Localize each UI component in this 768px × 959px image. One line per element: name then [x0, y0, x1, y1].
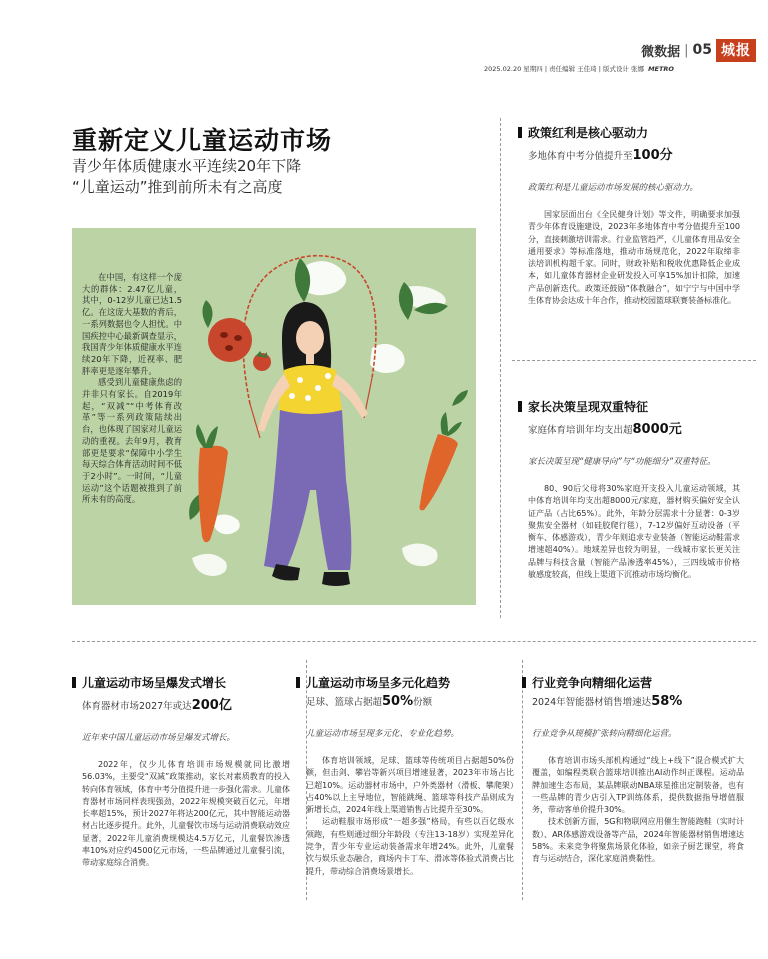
- dateline-text: 2025.02.20 星期四 | 责任编辑 王佳琦 | 版式设计 张娜: [484, 65, 645, 73]
- dateline: [484, 64, 674, 73]
- article-compete: [522, 674, 744, 866]
- article-body: 国家层面出台《全民健身计划》等文件，明确要求加强青少年体育设施建设，2023年多地体育中考分值提升至100分，直接刺激培训需求。行业监管趋严，《儿童体育用品安全通用要求》等标准落地，推动市场规范化，2022年取缔非法培训机构超千家。同时，财政补贴和税收优惠降低企业成本，如儿童体育器材企业研发投入可享15%加计扣除，加速产品创新迭代。政策还鼓励“体教融合”，如宁宁与中国中学生体育协会达成十年合作，推动校园篮球联赛装备标准化。: [528, 210, 740, 306]
- page-subtitle-2: “儿童运动”推到前所未有之高度: [72, 178, 283, 196]
- article-body: 体育培训领域，足球、篮球等传统项目占据超50%份额，但击剑、攀岩等新兴项目增速显著，2023年市场占比已超10%。运动器材市场中，户外类器材（滑板、攀爬架）占40%以上主导地位，智能跳绳、篮球等科技产品则成为新增长点，2024年线上渠道销售占比提升至30%。 运动鞋服市场形成“一超多强”格局，有些以百亿级水领跑，有些则通过细分年龄段（专注13-18岁）实现差异化竞争，青少年专业运动装备需求年增24%。此外，儿童餐饮与娱乐业态融合，商场内卡丁车、滑冰等体验式消费占比提升，带动综合消费场景增长。: [306, 756, 514, 876]
- article-subtitle: 体育器材市场2027年或达200亿: [82, 698, 232, 713]
- article-title: 行业竞争向精细化运营: [532, 676, 653, 690]
- article-lead: 儿童运动市场呈现多元化、专业化趋势。: [306, 729, 460, 739]
- heading-marker: [296, 677, 300, 688]
- masthead: [641, 38, 756, 62]
- article-body: 80、90后父母将30%家庭开支投入儿童运动领域，其中体育培训年均支出超8000元/家庭，器材购买偏好安全认证产品（占比65%）。此外，年龄分层需求十分显著：0-3岁聚焦安全器材（如硅胶爬行毯），7-12岁偏好互动设备（平衡车、体感游戏），青少年则追求专业装备（智能运动鞋需求增速超40%）。地域差异也较为明显，一线城市家长更关注品牌与科技含量（智能产品渗透率45%），三四线城市价格敏感度较高，但线上渠道下沉推动市场均衡化。: [528, 484, 740, 580]
- article-lead: 政策红利是儿童运动市场发展的核心驱动力。: [528, 183, 699, 193]
- article-body: 体育培训市场头部机构通过“线上+线下”混合模式扩大覆盖，如编程类联合篮球培训推出AI动作纠正课程。运动品牌加速生态布局，某品牌联动NBA球星推出定制装备，也有一些品牌的青少店引入TP训练体系，提供数据指导增值服务，带动客单价提升30%。 技术创新方面，5G和物联网应用催生智能跑鞋（实时计数）、AR体感游戏设备等产品，2024年智能器材销售增速达58%。未来竞争将聚焦场景化体验，如亲子厨艺课堂，将食育与运动结合，深化家庭消费黏性。: [532, 756, 744, 864]
- heading-marker: [522, 677, 526, 688]
- section-name: 微数据: [641, 44, 681, 60]
- article-lead: 家长决策呈现“健康导向”与“功能细分”双重特征。: [528, 457, 716, 467]
- article-title: 儿童运动市场呈多元化趋势: [306, 676, 451, 690]
- article-title: 政策红利是核心驱动力: [528, 126, 649, 140]
- article-parents: [518, 398, 740, 581]
- intro-paragraph: 感受到儿童健康焦虑的并非只有家长。自2019年起，“双减”“中考体育改革”等一系列政策陆续出台，也体现了国家对儿童运动的重视。去年9月，教育部更是要求“保障中小学生每天综合体育活动时间不低于2小时”。一时间，“儿童运动”这个话题被推到了前所未有的高度。: [82, 377, 182, 505]
- heading-marker: [72, 677, 76, 688]
- column-divider: [500, 118, 501, 618]
- page-number: 05: [692, 42, 712, 58]
- heading-marker: [518, 401, 522, 412]
- intro-paragraph: 在中国，有这样一个庞大的群体：2.47亿儿童，其中，0-12岁儿童已达1.5亿。在这庞大基数的背后，一系列数据也令人担忧。中国疾控中心最新调查显示，我国青少年体质健康水平连续20年下降，近视率、肥胖率更是逐年攀升。: [82, 272, 182, 376]
- heading-marker: [518, 127, 522, 138]
- masthead-divider: |: [684, 42, 689, 58]
- article-policy: [518, 124, 740, 307]
- carrot-icon: [420, 412, 463, 510]
- article-growth: [72, 674, 290, 870]
- article-title: 儿童运动市场呈爆发式增长: [82, 676, 227, 690]
- metro-logo: METRO: [648, 65, 674, 73]
- page-subtitle-1: 青少年体质健康水平连续20年下降: [72, 157, 302, 175]
- article-diverse: [296, 674, 514, 878]
- brand-badge: 城报: [716, 39, 756, 62]
- article-body: 2022年，仅少儿体育培训市场规模就同比激增56.03%，主要受“双减”政策推动，家长对素质教育的投入转向体育领域，体育中考分值提升进一步强化需求。儿童体育器材市场同样表现强劲，2022年规模突破百亿元，年增长率超15%，预计2027年将达200亿元，其中智能运动器材占比逐步提升。此外，儿童餐饮市场与运动消费联动效应显著，2022年儿童消费规模达4.5万亿元，儿童餐饮渗透率10%对应约4500亿元市场，一些品牌通过儿童餐引流，带动家庭综合消费。: [82, 760, 290, 868]
- article-lead: 行业竞争从规模扩张转向精细化运营。: [532, 729, 677, 739]
- article-subtitle: 足球、篮球占据超50%份额: [306, 694, 433, 709]
- article-subtitle: 多地体育中考分值提升至100分: [528, 148, 673, 163]
- page-title: 重新定义儿童运动市场: [72, 126, 333, 155]
- intro-text: [82, 272, 182, 506]
- section-divider: [72, 641, 756, 642]
- article-lead: 近年来中国儿童运动市场呈爆发式增长。: [82, 733, 236, 743]
- article-subtitle: 2024年智能器材销售增速达58%: [532, 694, 683, 709]
- section-divider: [512, 360, 756, 361]
- hero-illustration: [72, 228, 476, 605]
- article-subtitle: 家庭体育培训年均支出超8000元: [528, 422, 682, 437]
- article-title: 家长决策呈现双重特征: [528, 400, 649, 414]
- girl-figure: [258, 302, 368, 586]
- tomato-icon: [208, 318, 271, 371]
